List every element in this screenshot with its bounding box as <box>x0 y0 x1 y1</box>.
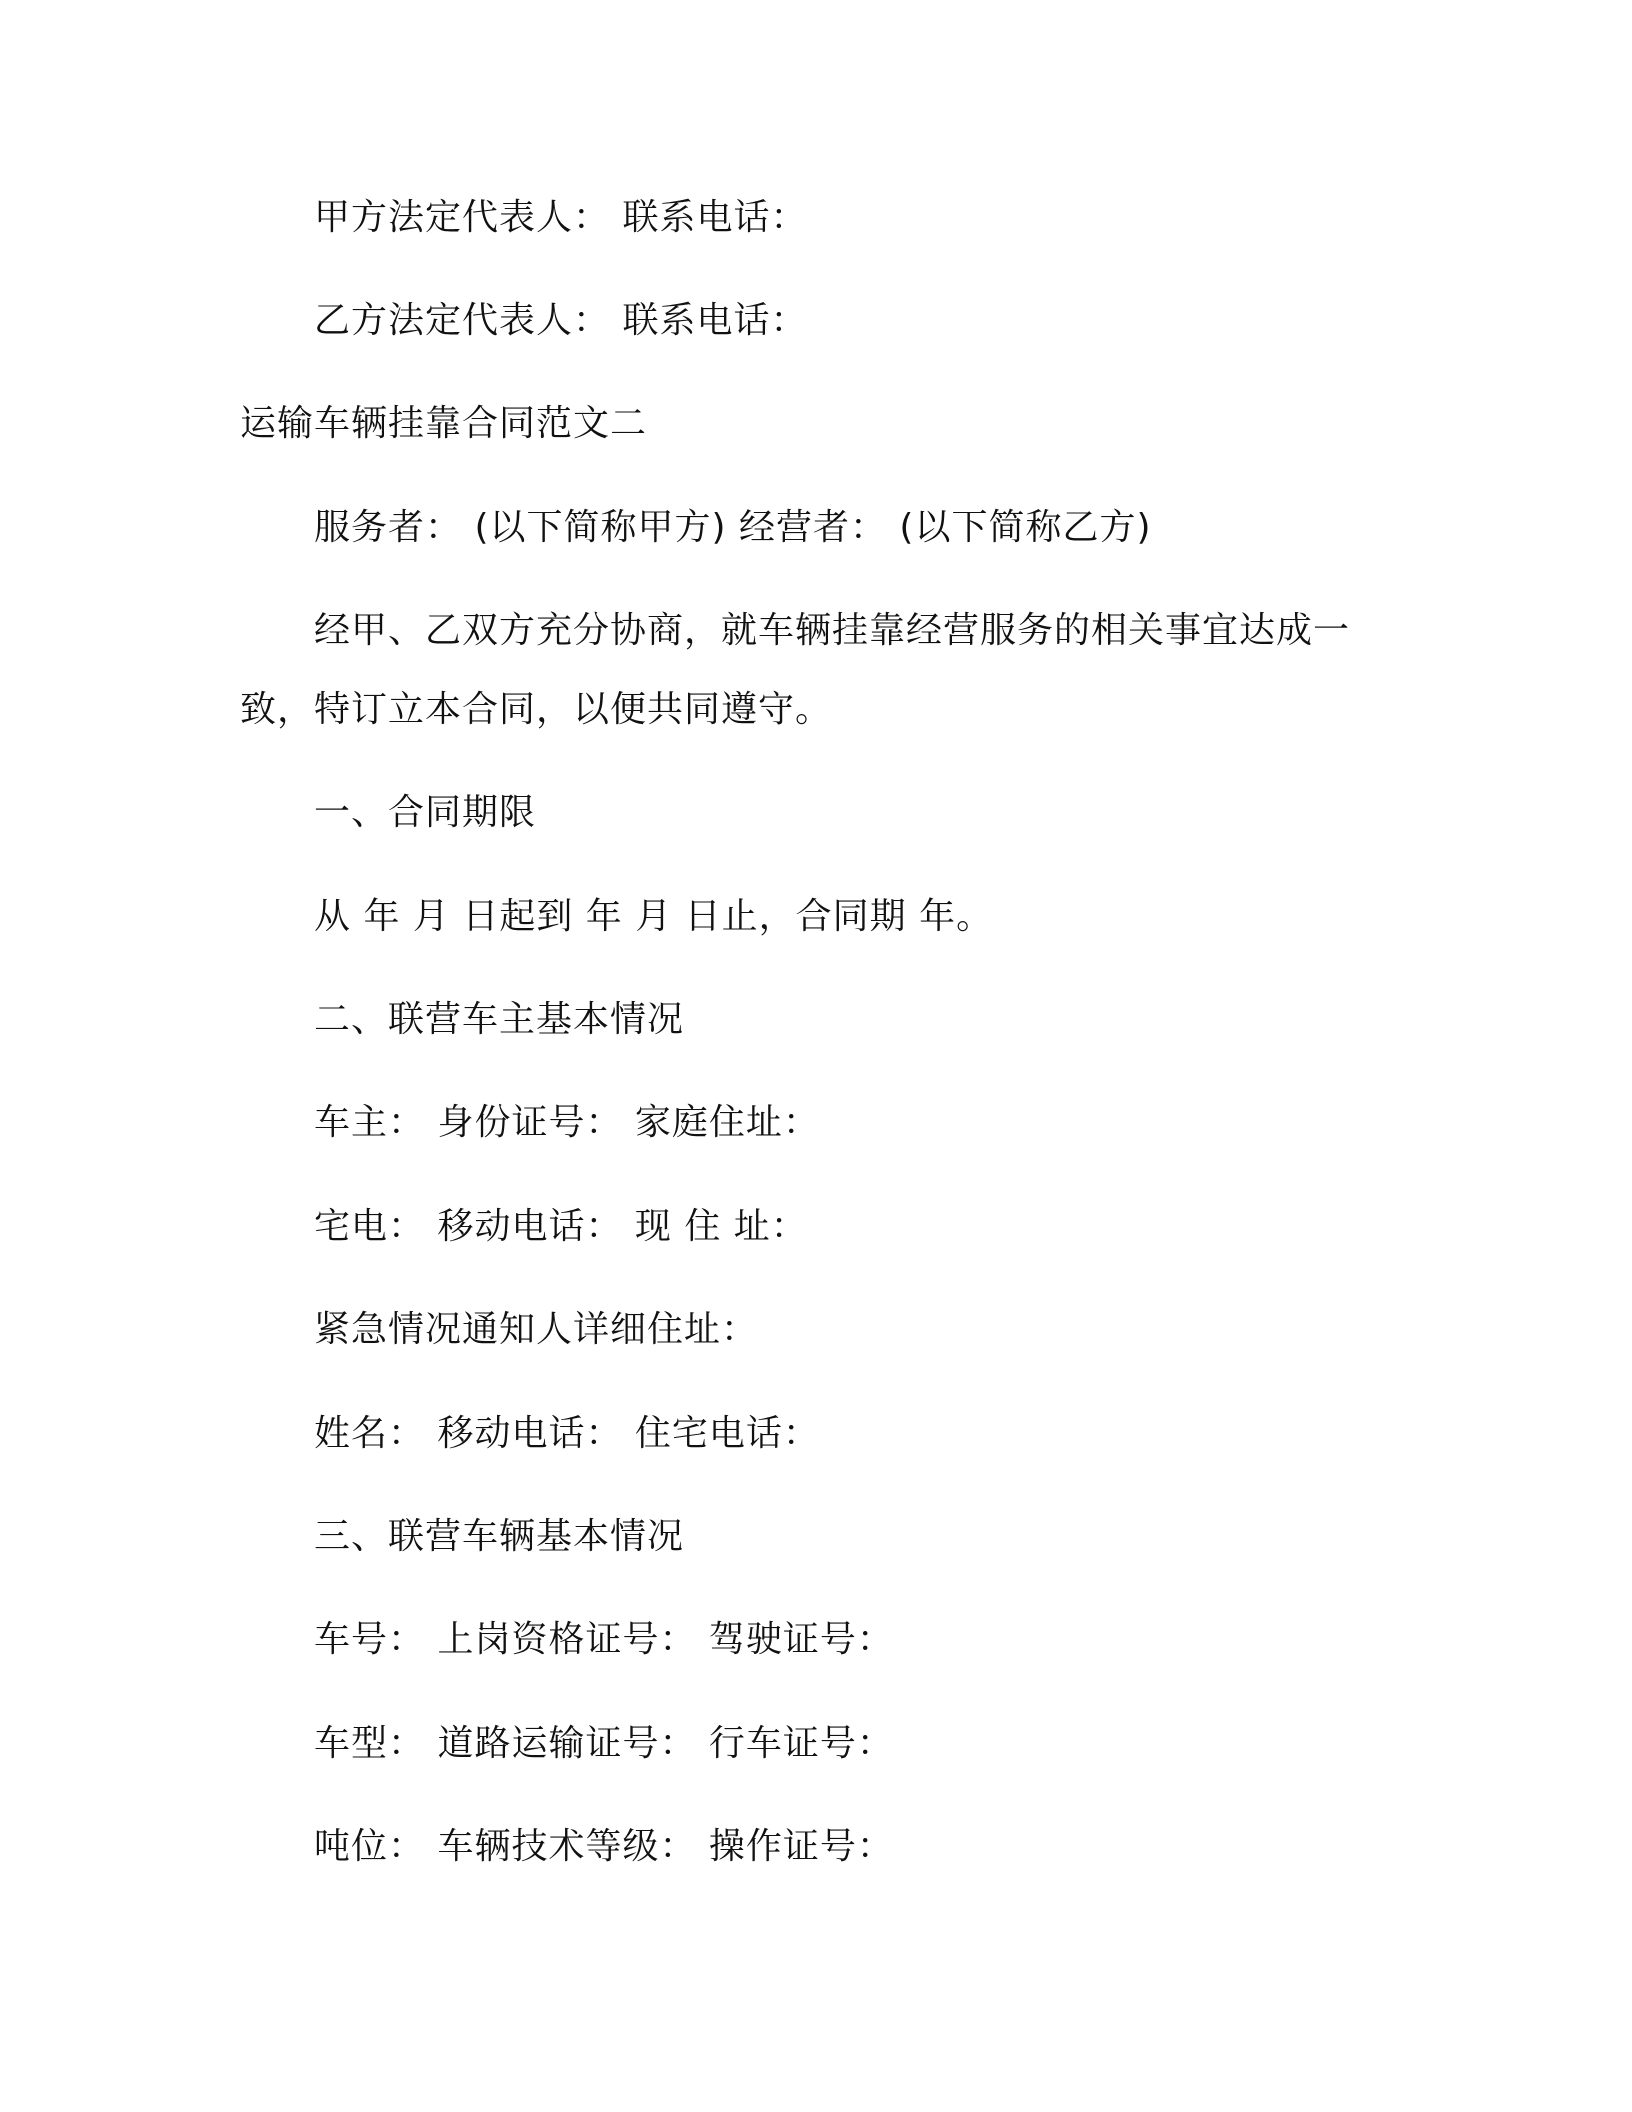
vehicle-info-line-2: 车型： 道路运输证号： 行车证号： <box>314 1723 894 1764</box>
intro-paragraph-line-2: 致，特订立本合同，以便共同遵守。 <box>240 689 833 730</box>
intro-paragraph-line-1: 经甲、乙双方充分协商，就车辆挂靠经营服务的相关事宜达成一 <box>314 610 1351 651</box>
party-b-representative-line: 乙方法定代表人： 联系电话： <box>314 300 808 341</box>
emergency-contact-line: 姓名： 移动电话： 住宅电话： <box>314 1413 820 1454</box>
vehicle-info-line-3: 吨位： 车辆技术等级： 操作证号： <box>314 1826 894 1867</box>
owner-info-line-1: 车主： 身份证号： 家庭住址： <box>314 1102 820 1143</box>
section-title: 运输车辆挂靠合同范文二 <box>240 403 648 444</box>
contract-term-line: 从 年 月 日起到 年 月 日止，合同期 年。 <box>314 896 994 937</box>
owner-info-line-2: 宅电： 移动电话： 现 住 址： <box>314 1206 808 1247</box>
emergency-contact-address-line: 紧急情况通知人详细住址： <box>314 1309 759 1350</box>
heading-owner-info: 二、联营车主基本情况 <box>314 999 685 1040</box>
party-a-representative-line: 甲方法定代表人： 联系电话： <box>314 197 808 238</box>
parties-line: 服务者： (以下简称甲方) 经营者： (以下简称乙方) <box>314 507 1152 548</box>
vehicle-info-line-1: 车号： 上岗资格证号： 驾驶证号： <box>314 1619 894 1660</box>
heading-contract-term: 一、合同期限 <box>314 792 537 833</box>
heading-vehicle-info: 三、联营车辆基本情况 <box>314 1516 685 1557</box>
